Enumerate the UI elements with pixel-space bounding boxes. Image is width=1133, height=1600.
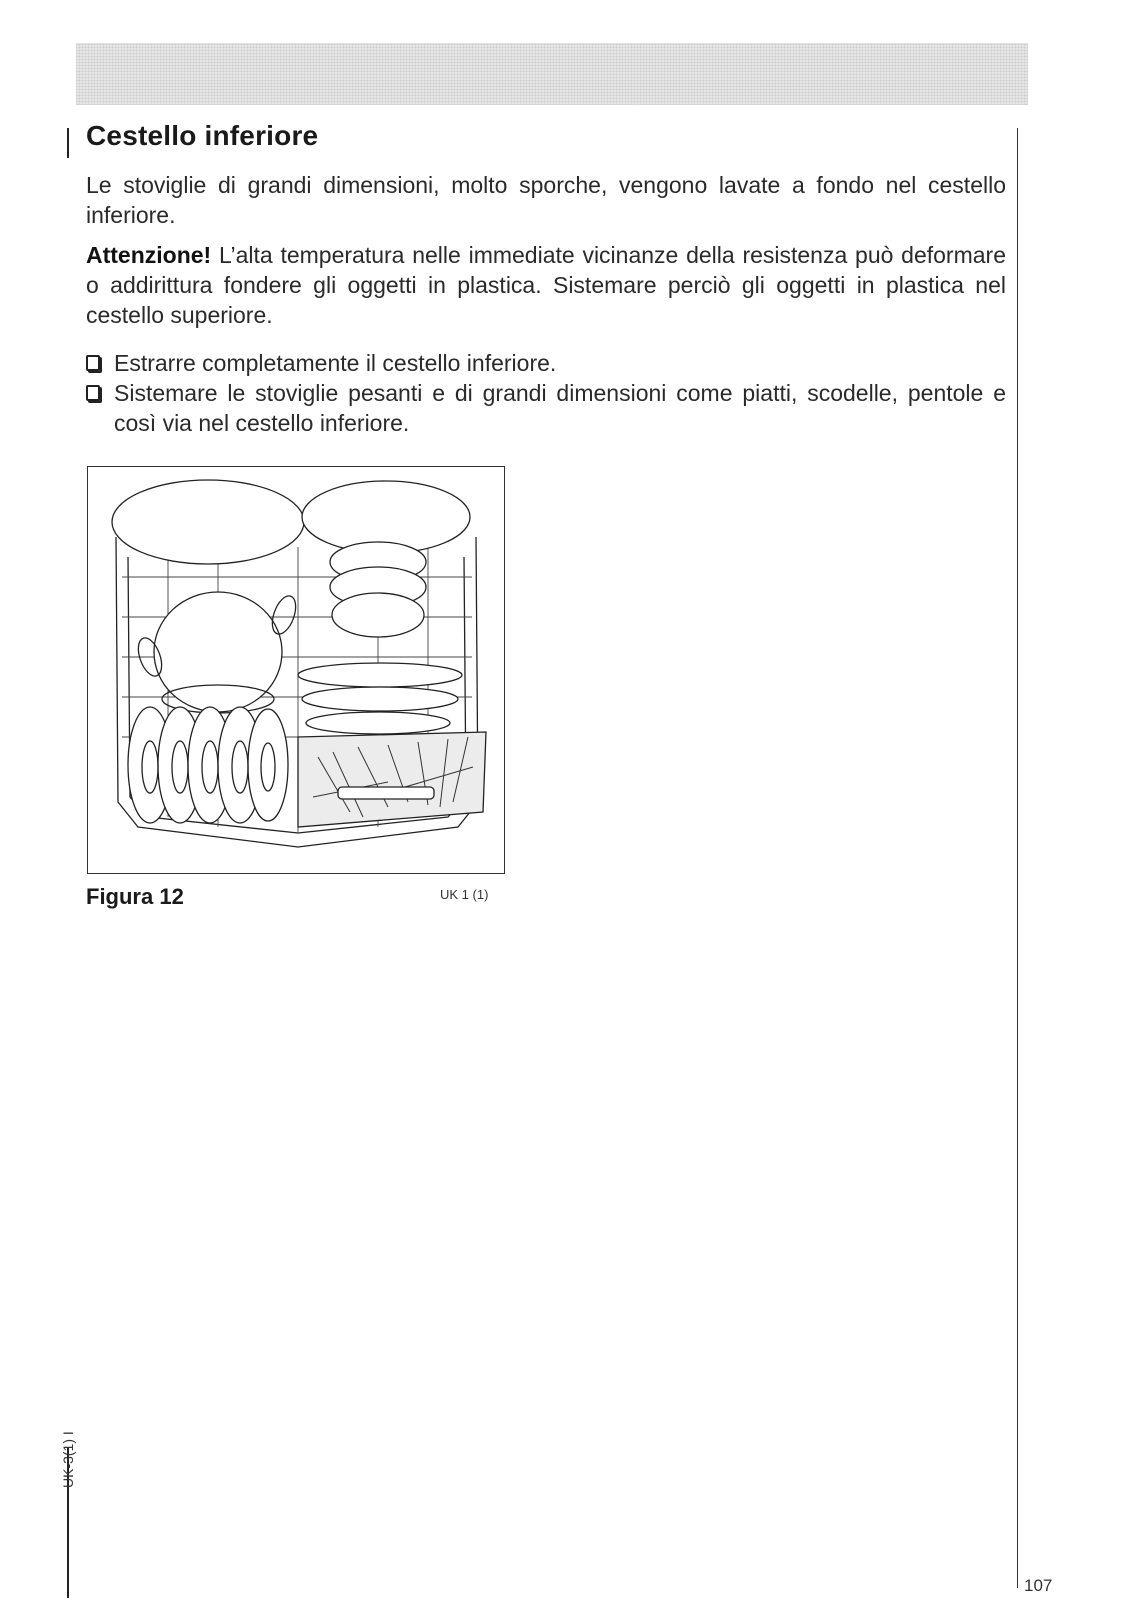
left-margin-rule-top (67, 128, 69, 158)
figure-caption: Figura 12 (86, 884, 184, 909)
steps-list (86, 348, 1006, 438)
warning-label: Attenzione! (86, 242, 212, 268)
step-text: Sistemare le stoviglie pesanti e di grandi dimensioni come piatti, scodelle, pentole e così via nel cestello inferiore. (114, 380, 1006, 436)
cutlery-handle (338, 787, 434, 799)
back-plate-left (112, 480, 304, 564)
list-item (86, 348, 1006, 378)
stacked-plate (332, 593, 424, 637)
right-margin-rule (1017, 128, 1018, 1588)
list-item (86, 378, 1006, 438)
step-text: Estrarre completamente il cestello inferiore. (114, 350, 557, 376)
header-band (76, 43, 1028, 105)
checkbox-bullet-icon (86, 385, 100, 401)
flat-plate (306, 712, 450, 734)
flat-plate (298, 663, 462, 687)
checkbox-bullet-icon (86, 355, 100, 371)
warning-paragraph (86, 240, 1006, 330)
dishwasher-lower-basket-illustration (88, 467, 506, 875)
intro-paragraph: Le stoviglie di grandi dimensioni, molto sporche, vengono lavate a fondo nel cestello inferiore. (86, 172, 1006, 228)
front-upright-plates (128, 707, 288, 823)
page-number: 107 (1024, 1576, 1053, 1595)
figure-frame (87, 466, 505, 874)
pot (154, 592, 282, 712)
warning-text: L’alta temperatura nelle immediate vicinanze della resistenza può deformare o addirittura fondere gli oggetti in plastica. Sistemare perciò gli oggetti in plastica nel cestello superiore. (86, 242, 1006, 328)
flat-plate (302, 687, 458, 711)
section-title: Cestello inferiore (86, 120, 319, 151)
figure-code: UK 1 (1) (440, 887, 489, 902)
side-code: UK-3(1) I (60, 1431, 76, 1488)
